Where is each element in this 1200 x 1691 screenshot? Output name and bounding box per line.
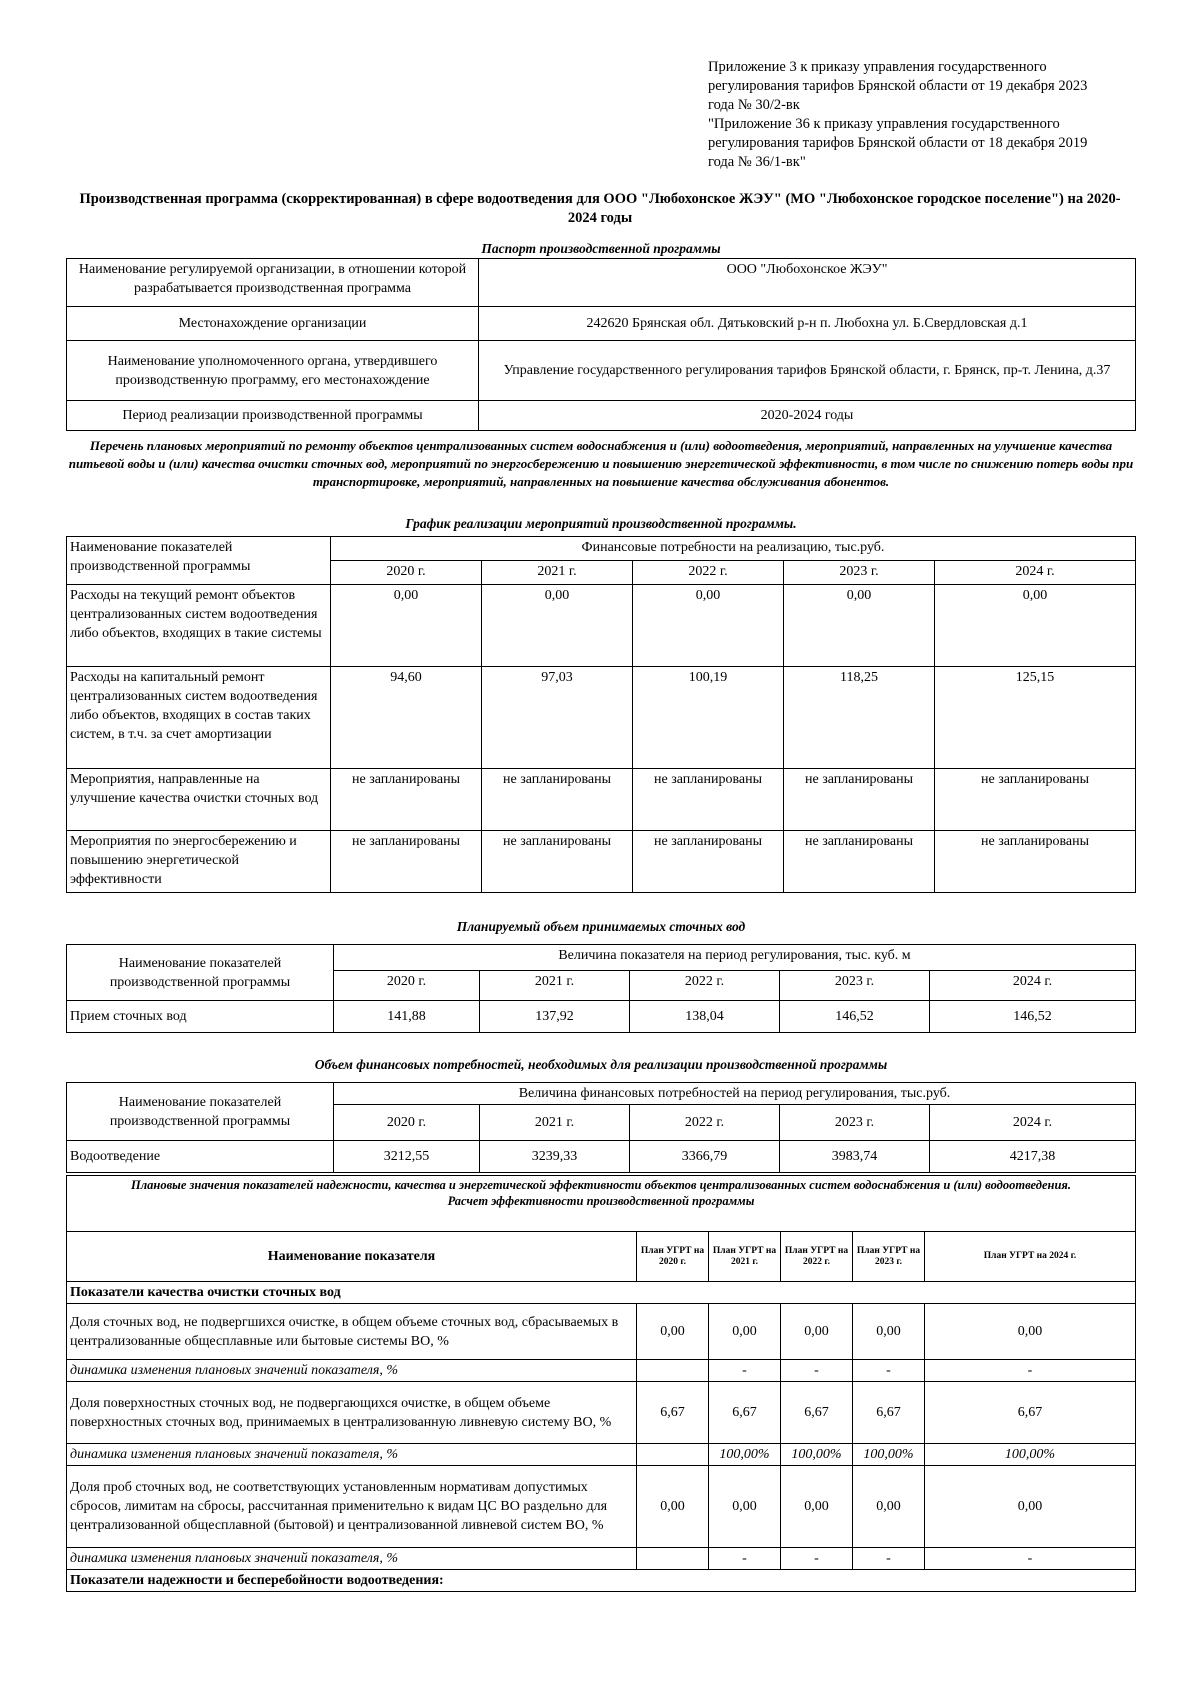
year-header: 2022 г. — [630, 971, 780, 1001]
plan-header: План УГРТ на 2021 г. — [709, 1232, 781, 1282]
year-header: 2023 г. — [784, 561, 935, 585]
year-header: 2024 г. — [930, 1105, 1136, 1141]
table-row — [67, 1001, 1136, 1033]
plan-header: План УГРТ на 2022 г. — [781, 1232, 853, 1282]
cell-value: - — [781, 1548, 853, 1570]
row-label: Доля поверхностных сточных вод, не подвергающихся очистке, в общем объеме поверхностных сточных вод, принимаемых в централизованную ливневую систему ВО, % — [67, 1382, 637, 1444]
cell-value: не запланированы — [935, 769, 1136, 831]
year-header: 2021 г. — [482, 561, 633, 585]
cell-value: не запланированы — [784, 831, 935, 893]
row-label: Доля проб сточных вод, не соответствующих установленным нормативам допустимых сбросов, лимитам на сбросы, рассчитанная применительно к видам ЦС ВО раздельно для централизованной общесплавной (бытовой) и централизованной ливневой систем ВО, % — [67, 1466, 637, 1548]
measures-heading: Перечень плановых мероприятий по ремонту объектов централизованных систем водоснабжения и (или) водоотведения, мероприятий, направленных на улучшение качества питьевой воды и (или) качества очистки сточных вод, мероприятий по энергосбережению и повышению энергетической эффективности, в том числе по снижению потерь воды при транспортировке, мероприятий, направленных на повышение качества обслуживания абонентов. — [68, 438, 1134, 489]
appendix-note — [708, 58, 1148, 172]
year-header: 2020 г. — [334, 971, 480, 1001]
table-row — [67, 1382, 1136, 1444]
finance-group-label: Величина финансовых потребностей на период регулирования, тыс.руб. — [334, 1083, 1136, 1105]
volume-heading: Планируемый объем принимаемых сточных вод — [456, 919, 746, 934]
year-header: 2023 г. — [780, 971, 930, 1001]
cell-value: 4217,38 — [930, 1141, 1136, 1173]
indicators-subheading: Расчет эффективности производственной программы — [447, 1194, 755, 1208]
cell-value: - — [853, 1548, 925, 1570]
year-header: 2020 г. — [334, 1105, 480, 1141]
table-row — [67, 401, 1136, 431]
section-quality: Показатели качества очистки сточных вод — [67, 1282, 1136, 1304]
table-row — [67, 1083, 1136, 1105]
year-header: 2024 г. — [935, 561, 1136, 585]
table-row — [67, 1304, 1136, 1360]
indicators-heading-cell — [67, 1176, 1136, 1232]
table-row — [67, 1232, 1136, 1282]
table-row — [67, 769, 1136, 831]
indicators-table — [66, 1175, 1136, 1592]
cell-value: - — [925, 1548, 1136, 1570]
cell-value: 3239,33 — [480, 1141, 630, 1173]
cell-value: 94,60 — [331, 667, 482, 769]
cell-value: 0,00 — [853, 1304, 925, 1360]
passport-label: Наименование уполномоченного органа, утвердившего производственную программу, его местонахождение — [67, 341, 479, 401]
passport-label: Местонахождение организации — [67, 307, 479, 341]
cell-value: 6,67 — [709, 1382, 781, 1444]
passport-value: 2020-2024 годы — [479, 401, 1136, 431]
appendix-note-line: года № 36/1-вк" — [708, 154, 806, 170]
cell-value: не запланированы — [633, 769, 784, 831]
appendix-note-line: "Приложение 36 к приказу управления государственного — [708, 116, 1060, 132]
cell-value: 100,00% — [781, 1444, 853, 1466]
cell-value: 3983,74 — [780, 1141, 930, 1173]
cell-value: - — [709, 1548, 781, 1570]
table-row — [67, 1570, 1136, 1592]
year-header: 2022 г. — [630, 1105, 780, 1141]
row-label: Расходы на капитальный ремонт централизованных систем водоотведения либо объектов, входящих в состав таких систем, в т.ч. за счет амортизации — [67, 667, 331, 769]
cell-value: 146,52 — [780, 1001, 930, 1033]
row-label: Расходы на текущий ремонт объектов централизованных систем водоотведения либо объектов, входящих в такие системы — [67, 585, 331, 667]
cell-value: 138,04 — [630, 1001, 780, 1033]
cell-value: 0,00 — [925, 1304, 1136, 1360]
cell-value — [637, 1444, 709, 1466]
cell-value: - — [709, 1360, 781, 1382]
appendix-note-line: регулирования тарифов Брянской области от 19 декабря 2023 — [708, 78, 1088, 94]
volume-table — [66, 944, 1136, 1033]
indicators-heading: Плановые значения показателей надежности, качества и энергетической эффективности объектов централизованных систем водоснабжения и (или) водоотведения. — [131, 1178, 1071, 1192]
cell-value: 0,00 — [637, 1466, 709, 1548]
cell-value: 100,00% — [709, 1444, 781, 1466]
row-label: динамика изменения плановых значений показателя, % — [67, 1548, 637, 1570]
cell-value: 0,00 — [709, 1466, 781, 1548]
cell-value: 97,03 — [482, 667, 633, 769]
finance-col-label: Наименование показателей производственной программы — [67, 1083, 334, 1141]
cell-value: 0,00 — [781, 1466, 853, 1548]
cell-value: 125,15 — [935, 667, 1136, 769]
table-row — [67, 585, 1136, 667]
passport-value: Управление государственного регулирования тарифов Брянской области, г. Брянск, пр-т. Ленина, д.37 — [479, 341, 1136, 401]
table-row — [67, 831, 1136, 893]
cell-value: 6,67 — [853, 1382, 925, 1444]
appendix-note-line: года № 30/2-вк — [708, 97, 800, 113]
cell-value: 100,00% — [925, 1444, 1136, 1466]
year-header: 2020 г. — [331, 561, 482, 585]
finance-table — [66, 1082, 1136, 1173]
cell-value: 3366,79 — [630, 1141, 780, 1173]
table-row — [67, 1360, 1136, 1382]
table-row — [67, 1444, 1136, 1466]
row-label: динамика изменения плановых значений показателя, % — [67, 1444, 637, 1466]
indicators-col-label: Наименование показателя — [67, 1232, 637, 1282]
cell-value: не запланированы — [935, 831, 1136, 893]
year-header: 2022 г. — [633, 561, 784, 585]
row-label: Прием сточных вод — [67, 1001, 334, 1033]
volume-group-label: Величина показателя на период регулирования, тыс. куб. м — [334, 945, 1136, 971]
table-row — [67, 341, 1136, 401]
cell-value: 6,67 — [637, 1382, 709, 1444]
year-header: 2024 г. — [930, 971, 1136, 1001]
row-label: Мероприятия, направленные на улучшение качества очистки сточных вод — [67, 769, 331, 831]
appendix-note-line: регулирования тарифов Брянской области от 18 декабря 2019 — [708, 135, 1088, 151]
passport-value: 242620 Брянская обл. Дятьковский р-н п. Любохна ул. Б.Свердловская д.1 — [479, 307, 1136, 341]
cell-value: 141,88 — [334, 1001, 480, 1033]
cell-value: 0,00 — [784, 585, 935, 667]
cell-value: 0,00 — [331, 585, 482, 667]
table-row — [67, 667, 1136, 769]
table-row — [67, 1548, 1136, 1570]
plan-header: План УГРТ на 2024 г. — [925, 1232, 1136, 1282]
cell-value: 0,00 — [633, 585, 784, 667]
finance-heading: Объем финансовых потребностей, необходимых для реализации производственной программы — [314, 1057, 888, 1072]
cell-value: 0,00 — [935, 585, 1136, 667]
table-row — [67, 537, 1136, 561]
cell-value: 100,00% — [853, 1444, 925, 1466]
cell-value — [637, 1548, 709, 1570]
cell-value: не запланированы — [331, 769, 482, 831]
cell-value: 0,00 — [482, 585, 633, 667]
row-label: Водоотведение — [67, 1141, 334, 1173]
measures-subheading: График реализации мероприятий производственной программы. — [405, 516, 797, 531]
cell-value — [637, 1360, 709, 1382]
cell-value: 137,92 — [480, 1001, 630, 1033]
measures-group-label: Финансовые потребности на реализацию, тыс.руб. — [331, 537, 1136, 561]
row-label: Мероприятия по энергосбережению и повышению энергетической эффективности — [67, 831, 331, 893]
cell-value: 6,67 — [925, 1382, 1136, 1444]
year-header: 2021 г. — [480, 1105, 630, 1141]
row-label: Доля сточных вод, не подвергшихся очистке, в общем объеме сточных вод, сбрасываемых в централизованные общесплавные или бытовые системы ВО, % — [67, 1304, 637, 1360]
table-row — [67, 945, 1136, 971]
row-label: динамика изменения плановых значений показателя, % — [67, 1360, 637, 1382]
year-header: 2021 г. — [480, 971, 630, 1001]
cell-value: не запланированы — [482, 769, 633, 831]
cell-value: 0,00 — [781, 1304, 853, 1360]
cell-value: 146,52 — [930, 1001, 1136, 1033]
appendix-note-line: Приложение 3 к приказу управления государственного — [708, 59, 1047, 75]
document-title: Производственная программа (скорректированная) в сфере водоотведения для ООО "Любохонское ЖЭУ" (МО "Любохонское городское поселение") на 2020-2024 годы — [79, 191, 1121, 226]
table-row — [67, 307, 1136, 341]
cell-value: 0,00 — [637, 1304, 709, 1360]
cell-value: не запланированы — [331, 831, 482, 893]
cell-value: - — [781, 1360, 853, 1382]
volume-col-label: Наименование показателей производственной программы — [67, 945, 334, 1001]
cell-value: 118,25 — [784, 667, 935, 769]
table-row — [67, 1466, 1136, 1548]
cell-value: 3212,55 — [334, 1141, 480, 1173]
table-row — [67, 1282, 1136, 1304]
table-row — [67, 1141, 1136, 1173]
passport-value: ООО "Любохонское ЖЭУ" — [479, 259, 1136, 307]
measures-table — [66, 536, 1136, 893]
passport-label: Период реализации производственной программы — [67, 401, 479, 431]
cell-value: - — [925, 1360, 1136, 1382]
passport-label: Наименование регулируемой организации, в отношении которой разрабатывается производственная программа — [67, 259, 479, 307]
section-reliability: Показатели надежности и бесперебойности водоотведения: — [67, 1570, 1136, 1592]
plan-header: План УГРТ на 2023 г. — [853, 1232, 925, 1282]
cell-value: не запланированы — [633, 831, 784, 893]
cell-value: 6,67 — [781, 1382, 853, 1444]
cell-value: - — [853, 1360, 925, 1382]
table-row — [67, 259, 1136, 307]
cell-value: не запланированы — [784, 769, 935, 831]
passport-table — [66, 258, 1136, 431]
cell-value: не запланированы — [482, 831, 633, 893]
cell-value: 0,00 — [853, 1466, 925, 1548]
cell-value: 0,00 — [709, 1304, 781, 1360]
cell-value: 100,19 — [633, 667, 784, 769]
table-row — [67, 1176, 1136, 1232]
plan-header: План УГРТ на 2020 г. — [637, 1232, 709, 1282]
passport-heading: Паспорт производственной программы — [481, 241, 721, 256]
measures-col-label: Наименование показателей производственной программы — [67, 537, 331, 585]
cell-value: 0,00 — [925, 1466, 1136, 1548]
year-header: 2023 г. — [780, 1105, 930, 1141]
